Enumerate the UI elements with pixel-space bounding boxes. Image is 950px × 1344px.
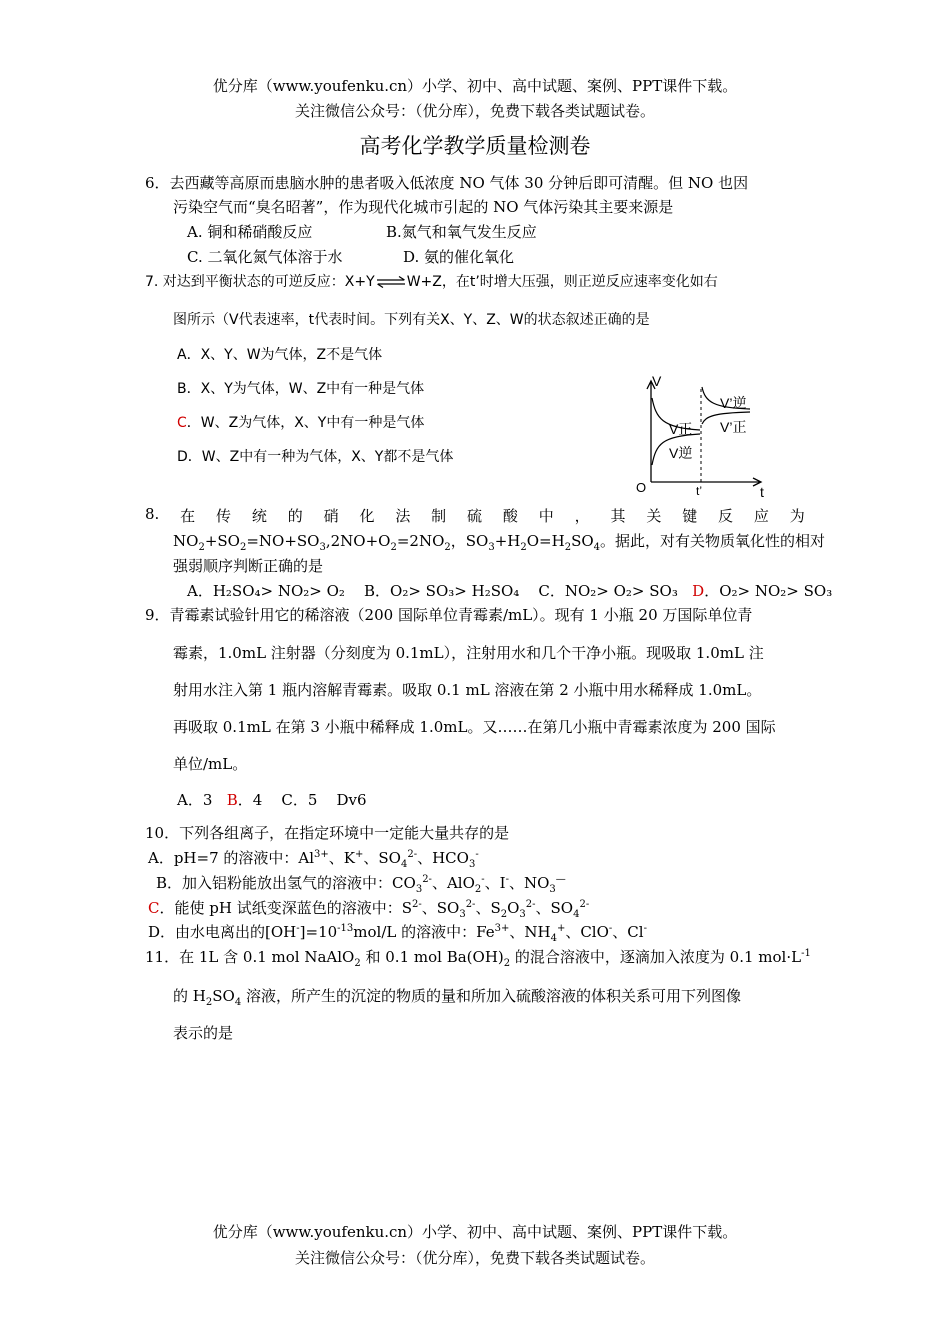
q11-line-2: 的 $H_2SO_4$ 溶液，所产生的沉淀的物质的量和所加入硫酸溶液的体积关系可用下列图像 bbox=[173, 987, 741, 1008]
q8-char: 硝 bbox=[323, 507, 339, 525]
q8-char: 其 bbox=[610, 507, 626, 525]
q11-line-3: 表示的是 bbox=[173, 1024, 234, 1042]
q7-line-1 bbox=[145, 271, 718, 291]
q8-char: 统 bbox=[251, 507, 267, 525]
q7-option-a: A．X、Y、W为气体，Z不是气体 bbox=[177, 347, 383, 363]
graph-label-v-prime-forward: V’正 bbox=[720, 419, 747, 435]
q8-option-a: A．H₂SO₄> NO₂> O₂ bbox=[187, 582, 345, 600]
q10-answer-letter: C bbox=[148, 899, 160, 917]
q10-option-c: C．能使 pH 试纸变深蓝色的溶液中：$S^{2-}$、$SO_3^{2-}$、$S_2O_3^{2-}$、$SO_4^{2-}$ bbox=[148, 899, 590, 920]
q7-option-d: D．W、Z中有一种为气体，X、Y都不是气体 bbox=[177, 449, 454, 465]
q9-option-b-text: ．4 bbox=[237, 791, 263, 809]
q8-char: 为 bbox=[789, 507, 805, 525]
q8-char: 键 bbox=[682, 507, 698, 525]
q8-options bbox=[187, 580, 832, 601]
graph-label-v-reverse: V逆 bbox=[669, 445, 693, 461]
q8-char: 硫 bbox=[467, 507, 483, 525]
q7-line-2: 图所示（V代表速率，t代表时间。下列有关X、Y、Z、W的状态叙述正确的是 bbox=[173, 312, 650, 328]
q7-answer-letter: C bbox=[177, 415, 187, 431]
q8-line-2: $NO_2+SO_2=NO+SO_3,2NO+O_2=2NO_2$，$SO_3+H_2O=H_2SO_4$。据此，对有关物质氧化性的相对 bbox=[173, 532, 826, 553]
q8-char: 传 bbox=[216, 507, 232, 525]
graph-label-v-prime-reverse: V’逆 bbox=[720, 395, 747, 411]
q9-line-2: 霉素，1.0mL 注射器（分刻度为 0.1mL），注射用水和几个干净小瓶。现吸取 1.0mL 注 bbox=[173, 644, 764, 662]
q10-option-b: B．加入铝粉能放出氢气的溶液中：$CO_3^{2-}$、AlO$_2$-、I-、$NO_3^—$ bbox=[156, 874, 566, 895]
q9-line-4: 再吸取 0.1mL 在第 3 小瓶中稀释成 1.0mL。又……在第几小瓶中青霉素浓度为 200 国际 bbox=[173, 718, 776, 736]
q8-char: 8. bbox=[145, 505, 160, 523]
q7-option-c-text: ．W、Z为气体，X、Y中有一种是气体 bbox=[186, 415, 425, 431]
graph-t-prime-label: t’ bbox=[696, 484, 702, 498]
header-line-1: 优分库（www.youfenku.cn）小学、初中、高中试题、案例、PPT课件下载。 bbox=[212, 77, 738, 95]
footer-line-2: 关注微信公众号：（优分库），免费下载各类试题试卷。 bbox=[294, 1249, 655, 1267]
q8-option-b: B．O₂> SO₃> H₂SO₄ bbox=[364, 582, 520, 600]
graph-y-label: V bbox=[652, 373, 662, 389]
q8-char: 的 bbox=[287, 507, 303, 525]
q8-char: 制 bbox=[431, 507, 447, 525]
q8-option-d-text: ．O₂> NO₂> SO₃ bbox=[704, 582, 833, 600]
page-title: 高考化学教学质量检测卷 bbox=[359, 134, 591, 158]
q6-option-b: B.氮气和氧气发生反应 bbox=[386, 223, 537, 241]
q8-char: 化 bbox=[359, 507, 375, 525]
q8-char: 中 bbox=[538, 507, 554, 525]
q9-options bbox=[177, 789, 367, 810]
q7-option-b: B．X、Y为气体，W、Z中有一种是气体 bbox=[177, 381, 425, 397]
q8-option-c: C．NO₂> O₂> SO₃ bbox=[538, 582, 678, 600]
q9-option-a: A．3 bbox=[177, 791, 213, 809]
q9-line-3: 射用水注入第 1 瓶内溶解青霉素。吸取 0.1 mL 溶液在第 2 小瓶中用水稀释成 1.0mL。 bbox=[173, 681, 762, 699]
q8-char: 酸 bbox=[502, 507, 518, 525]
footer-line-1: 优分库（www.youfenku.cn）小学、初中、高中试题、案例、PPT课件下载。 bbox=[212, 1223, 738, 1241]
q6-option-a: A. 铜和稀硝酸反应 bbox=[187, 223, 313, 241]
q7-line-1-start: 7. 对达到平衡状态的可逆反应：X+Y bbox=[145, 274, 375, 290]
header-line-2: 关注微信公众号：（优分库），免费下载各类试题试卷。 bbox=[294, 102, 655, 120]
graph-x-label: t bbox=[760, 484, 764, 500]
q8-char: ， bbox=[574, 507, 590, 525]
q11-line-1: 11．在 1L 含 0.1 mol NaAlO$_2$ 和 0.1 mol $Ba(OH)_2$ 的混合溶液中，逐滴加入浓度为 0.1 $mol\cdot L^{-1}$ bbox=[145, 948, 811, 969]
q7-option-c bbox=[177, 412, 424, 432]
q9-answer-letter: B bbox=[226, 791, 238, 809]
q8-line-3: 强弱顺序判断正确的是 bbox=[173, 557, 324, 575]
q6-option-d: D. 氨的催化氧化 bbox=[403, 248, 515, 266]
q8-char: 在 bbox=[180, 507, 196, 525]
q6-option-c: C. 二氧化氮气体溶于水 bbox=[187, 248, 343, 266]
q9-line-1: 9．青霉素试验针用它的稀溶液（200 国际单位青霉素/mL）。现有 1 小瓶 20 万国际单位青 bbox=[145, 606, 753, 624]
q9-option-c: C．5 bbox=[281, 791, 318, 809]
graph-label-v-forward: V正 bbox=[669, 421, 693, 437]
q8-char: 应 bbox=[753, 507, 769, 525]
q8-char: 反 bbox=[718, 507, 734, 525]
q9-line-5: 单位/mL。 bbox=[173, 755, 248, 773]
q6-line-2: 污染空气而“臭名昭著”，作为现代化城市引起的 NO 气体污染其主要来源是 bbox=[173, 198, 674, 216]
q6-line-1: 6．去西藏等高原而患脑水肿的患者吸入低浓度 NO 气体 30 分钟后即可清醒。但 NO 也因 bbox=[145, 174, 749, 192]
q9-option-d: Dv6 bbox=[336, 791, 367, 809]
graph-origin-label: O bbox=[636, 480, 647, 495]
q10-option-d: D．由水电离出的$[OH^-]=10^{-13}mol/L$ 的溶液中：$Fe^{3+}$、$NH_4^+$、ClO-、Cl- bbox=[148, 923, 647, 944]
q8-char: 关 bbox=[646, 507, 662, 525]
q7-line-1-end: W+Z，在t’时增大压强，则正逆反应速率变化如右 bbox=[406, 274, 718, 290]
q8-answer-letter: D bbox=[692, 582, 705, 600]
equilibrium-arrow-icon bbox=[376, 276, 406, 288]
q10-stem: 10．下列各组离子，在指定环境中一定能大量共存的是 bbox=[145, 824, 510, 842]
q10-option-a: A．pH=7 的溶液中：$Al^{3+}$、K+、$SO_4^{2-}$、$HCO_3^-$ bbox=[148, 849, 479, 870]
rate-time-graph bbox=[632, 370, 772, 505]
q8-char: 法 bbox=[395, 507, 411, 525]
q8-line-1 bbox=[145, 505, 805, 526]
